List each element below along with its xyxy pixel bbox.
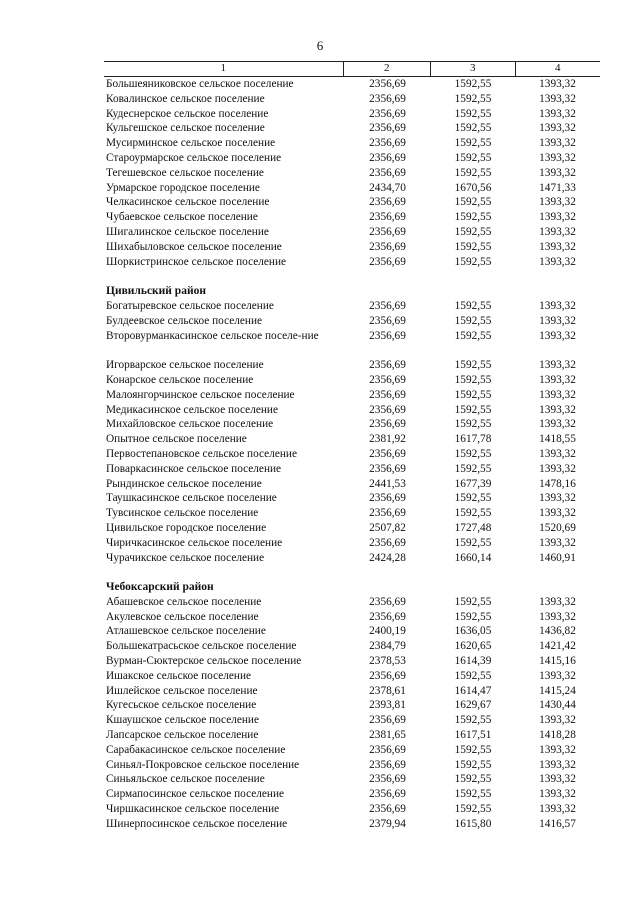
value-col-3: 1592,55 <box>454 78 492 90</box>
settlement-name: Чубаевское сельское поселение <box>106 211 258 224</box>
value-col-3: 1629,67 <box>454 699 492 712</box>
value-col-4: 1393,32 <box>539 151 576 164</box>
settlement-name: Шоркистринское сельское поселение <box>106 255 287 268</box>
value-col-3: 1592,55 <box>454 107 492 120</box>
table-row <box>104 624 600 639</box>
value-col-4: 1393,32 <box>539 447 576 460</box>
value-col-4: 1393,32 <box>539 137 576 150</box>
table-row <box>104 506 600 521</box>
value-col-4: 1393,32 <box>539 492 576 505</box>
value-col-3: 1615,80 <box>454 817 492 830</box>
value-col-2: 2424,28 <box>369 551 406 564</box>
value-col-2: 2356,69 <box>369 151 406 164</box>
table-row <box>104 151 600 166</box>
settlement-name: Первостепановское сельское поселение <box>106 447 297 460</box>
section-spacer <box>104 565 600 580</box>
value-col-2: 2356,69 <box>369 536 406 549</box>
settlement-name: Рындинское сельское поселение <box>106 477 262 490</box>
value-col-4: 1416,57 <box>539 817 576 830</box>
value-col-4: 1393,32 <box>539 418 576 431</box>
table-row <box>104 299 600 314</box>
settlement-name: Большеяниковское сельское поселение <box>106 78 294 90</box>
value-col-4: 1393,32 <box>539 403 576 416</box>
value-col-3: 1592,55 <box>454 255 492 268</box>
value-col-2: 2381,92 <box>369 433 406 446</box>
value-col-4: 1430,44 <box>539 699 576 712</box>
table-row <box>104 521 600 536</box>
value-col-4: 1478,16 <box>539 477 576 490</box>
value-col-4: 1393,32 <box>539 714 576 727</box>
value-col-2: 2356,69 <box>369 329 406 342</box>
value-col-3: 1670,56 <box>454 181 492 194</box>
value-col-3: 1660,14 <box>454 551 492 564</box>
settlement-name: Абашевское сельское поселение <box>106 595 262 608</box>
table-row <box>104 713 600 728</box>
settlement-name: Малоянгорчинское сельское поселение <box>106 388 295 401</box>
table-row <box>104 136 600 151</box>
table-row <box>104 743 600 758</box>
value-col-2: 2356,69 <box>369 714 406 727</box>
value-col-4: 1393,32 <box>539 78 576 90</box>
value-col-2: 2356,69 <box>369 743 406 756</box>
table-row <box>104 107 600 122</box>
value-col-4: 1520,69 <box>539 521 576 534</box>
table-row <box>104 758 600 773</box>
value-col-3: 1592,55 <box>454 388 492 401</box>
value-col-4: 1393,32 <box>539 329 576 342</box>
value-col-4: 1393,32 <box>539 788 576 801</box>
value-col-4: 1460,91 <box>539 551 576 564</box>
value-col-2: 2356,69 <box>369 107 406 120</box>
value-col-4: 1393,32 <box>539 536 576 549</box>
table-row <box>104 314 600 329</box>
settlement-name: Шинерпосинское сельское поселение <box>106 817 288 830</box>
value-col-2: 2507,82 <box>369 521 406 534</box>
table-row <box>104 432 600 447</box>
value-col-4: 1393,32 <box>539 610 576 623</box>
value-col-4: 1393,32 <box>539 122 576 135</box>
value-col-4: 1436,82 <box>539 625 576 638</box>
settlement-name: Чиричкасинское сельское поселение <box>106 536 283 549</box>
value-col-2: 2356,69 <box>369 669 406 682</box>
settlement-name: Сарабакасинское сельское поселение <box>106 743 286 756</box>
value-col-4: 1393,32 <box>539 255 576 268</box>
section-title: Чебоксарский район <box>106 581 214 594</box>
settlement-name: Урмарское городское поселение <box>106 181 260 194</box>
table-body <box>104 77 600 832</box>
value-col-4: 1393,32 <box>539 507 576 520</box>
settlement-name: Акулевское сельское поселение <box>106 610 259 623</box>
value-col-3: 1592,55 <box>454 418 492 431</box>
table-row <box>104 417 600 432</box>
value-col-4: 1393,32 <box>539 107 576 120</box>
value-col-2: 2393,81 <box>369 699 406 712</box>
settlement-name: Шихабыловское сельское поселение <box>106 240 282 253</box>
value-col-4: 1418,28 <box>539 729 576 742</box>
column-header-2: 2 <box>344 62 431 76</box>
value-col-2: 2356,69 <box>369 225 406 238</box>
value-col-2: 2384,79 <box>369 640 406 653</box>
settlement-name: Богатыревское сельское поселение <box>106 299 274 312</box>
value-col-4: 1415,24 <box>539 684 576 697</box>
value-col-2: 2356,69 <box>369 240 406 253</box>
table-header <box>104 61 600 77</box>
value-col-4: 1393,32 <box>539 359 576 372</box>
value-col-4: 1393,32 <box>539 669 576 682</box>
settlement-name: Конарское сельское поселение <box>106 373 254 386</box>
table-row <box>104 536 600 551</box>
settlement-name: Атлашевское сельское поселение <box>106 625 266 638</box>
table-row <box>104 610 600 625</box>
table-row <box>104 181 600 196</box>
table-row <box>104 802 600 817</box>
settlement-name: Староурмарское сельское поселение <box>106 151 282 164</box>
value-col-4: 1393,32 <box>539 595 576 608</box>
value-col-3: 1592,55 <box>454 403 492 416</box>
value-col-4: 1393,32 <box>539 92 576 105</box>
value-col-2: 2400,19 <box>369 625 406 638</box>
value-col-2: 2356,69 <box>369 196 406 209</box>
settlement-name: Ишлейское сельское поселение <box>106 684 258 697</box>
value-col-3: 1592,55 <box>454 447 492 460</box>
value-col-3: 1592,55 <box>454 225 492 238</box>
value-col-2: 2356,69 <box>369 788 406 801</box>
value-col-3: 1592,55 <box>454 743 492 756</box>
value-col-4: 1393,32 <box>539 462 576 475</box>
value-col-3: 1592,55 <box>454 507 492 520</box>
value-col-2: 2441,53 <box>369 477 406 490</box>
table-row <box>104 491 600 506</box>
table-row <box>104 77 600 92</box>
value-col-4: 1393,32 <box>539 166 576 179</box>
value-col-2: 2356,69 <box>369 388 406 401</box>
table-row <box>104 551 600 566</box>
value-col-4: 1393,32 <box>539 211 576 224</box>
settlement-name: Челкасинское сельское поселение <box>106 196 270 209</box>
section-spacer <box>104 269 600 284</box>
value-col-3: 1617,51 <box>454 729 492 742</box>
value-col-4: 1393,32 <box>539 225 576 238</box>
settlement-name: Медикасинское сельское поселение <box>106 403 278 416</box>
table-row <box>104 684 600 699</box>
value-col-2: 2356,69 <box>369 255 406 268</box>
value-col-3: 1592,55 <box>454 714 492 727</box>
value-col-2: 2356,69 <box>369 773 406 786</box>
value-col-2: 2356,69 <box>369 462 406 475</box>
table-row <box>104 447 600 462</box>
value-col-2: 2356,69 <box>369 92 406 105</box>
settlement-name: Чурачикское сельское поселение <box>106 551 265 564</box>
settlement-name: Сирмапосинское сельское поселение <box>106 788 285 801</box>
value-col-2: 2378,61 <box>369 684 406 697</box>
value-col-3: 1592,55 <box>454 373 492 386</box>
value-col-3: 1592,55 <box>454 122 492 135</box>
value-col-2: 2356,69 <box>369 403 406 416</box>
tariff-table <box>104 61 600 832</box>
value-col-3: 1592,55 <box>454 595 492 608</box>
table-row <box>104 817 600 832</box>
settlement-name: Кугесьское сельское поселение <box>106 699 257 712</box>
value-col-2: 2356,69 <box>369 418 406 431</box>
value-col-2: 2356,69 <box>369 447 406 460</box>
value-col-4: 1421,42 <box>539 640 576 653</box>
settlement-name: Булдеевское сельское поселение <box>106 314 262 327</box>
value-col-4: 1393,32 <box>539 388 576 401</box>
settlement-name: Михайловское сельское поселение <box>106 418 274 431</box>
settlement-name: Опытное сельское поселение <box>106 433 247 446</box>
value-col-4: 1393,32 <box>539 314 576 327</box>
table-row <box>104 210 600 225</box>
settlement-name: Ишакское сельское поселение <box>106 669 252 682</box>
settlement-name: Кудеснерское сельское поселение <box>106 107 269 120</box>
value-col-4: 1393,32 <box>539 299 576 312</box>
value-col-4: 1393,32 <box>539 758 576 771</box>
value-col-2: 2356,69 <box>369 211 406 224</box>
settlement-name: Тегешевское сельское поселение <box>106 166 264 179</box>
table-row <box>104 329 600 359</box>
value-col-3: 1592,55 <box>454 773 492 786</box>
value-col-3: 1592,55 <box>454 166 492 179</box>
table-row <box>104 728 600 743</box>
page-number: 6 <box>316 38 324 53</box>
table-row <box>104 595 600 610</box>
table-row <box>104 639 600 654</box>
value-col-3: 1617,78 <box>454 433 492 446</box>
value-col-3: 1592,55 <box>454 137 492 150</box>
value-col-3: 1636,05 <box>454 625 492 638</box>
value-col-3: 1614,47 <box>454 684 492 697</box>
settlement-name: Таушкасинское сельское поселение <box>106 492 277 505</box>
table-row <box>104 121 600 136</box>
value-col-3: 1677,39 <box>454 477 492 490</box>
value-col-4: 1471,33 <box>539 181 576 194</box>
value-col-2: 2356,69 <box>369 166 406 179</box>
value-col-3: 1592,55 <box>454 329 492 342</box>
value-col-4: 1393,32 <box>539 373 576 386</box>
settlement-name: Игорварское сельское поселение <box>106 359 264 372</box>
value-col-2: 2356,69 <box>369 299 406 312</box>
table-row <box>104 166 600 181</box>
value-col-3: 1592,55 <box>454 669 492 682</box>
table-row <box>104 92 600 107</box>
value-col-2: 2356,69 <box>369 359 406 372</box>
value-col-4: 1418,55 <box>539 433 576 446</box>
table-row <box>104 772 600 787</box>
value-col-3: 1592,55 <box>454 492 492 505</box>
settlement-name: Вурман-Сюктерское сельское поселение <box>106 655 302 668</box>
value-col-2: 2356,69 <box>369 373 406 386</box>
value-col-3: 1592,55 <box>454 788 492 801</box>
value-col-2: 2434,70 <box>369 181 406 194</box>
value-col-4: 1393,32 <box>539 803 576 816</box>
value-col-2: 2356,69 <box>369 803 406 816</box>
value-col-3: 1592,55 <box>454 92 492 105</box>
value-col-3: 1592,55 <box>454 151 492 164</box>
value-col-3: 1592,55 <box>454 462 492 475</box>
table-row <box>104 240 600 255</box>
value-col-4: 1393,32 <box>539 743 576 756</box>
settlement-name: Ковалинское сельское поселение <box>106 92 265 105</box>
value-col-2: 2356,69 <box>369 78 406 90</box>
value-col-2: 2356,69 <box>369 595 406 608</box>
column-header-3: 3 <box>431 62 515 76</box>
value-col-3: 1592,55 <box>454 359 492 372</box>
table-row <box>104 787 600 802</box>
value-col-3: 1592,55 <box>454 314 492 327</box>
table-row <box>104 225 600 240</box>
value-col-3: 1592,55 <box>454 196 492 209</box>
value-col-4: 1393,32 <box>539 196 576 209</box>
table-row <box>104 358 600 373</box>
section-title: Цивильский район <box>106 285 206 298</box>
value-col-2: 2356,69 <box>369 122 406 135</box>
table-row <box>104 195 600 210</box>
settlement-name: Большекатрасьское сельское поселение <box>106 640 297 653</box>
table-row <box>104 255 600 270</box>
value-col-4: 1393,32 <box>539 240 576 253</box>
table-row <box>104 462 600 477</box>
value-col-2: 2356,69 <box>369 314 406 327</box>
value-col-2: 2378,53 <box>369 655 406 668</box>
settlement-name: Синьял-Покровское сельское поселение <box>106 758 300 771</box>
value-col-3: 1592,55 <box>454 211 492 224</box>
value-col-3: 1592,55 <box>454 610 492 623</box>
settlement-name: Поваркасинское сельское поселение <box>106 462 282 475</box>
settlement-name: Второвурманкасинское сельское поселе-ние <box>106 329 319 342</box>
value-col-3: 1620,65 <box>454 640 492 653</box>
value-col-2: 2356,69 <box>369 610 406 623</box>
settlement-name: Мусирминское сельское поселение <box>106 137 276 150</box>
value-col-2: 2356,69 <box>369 758 406 771</box>
settlement-name: Лапсарское сельское поселение <box>106 729 259 742</box>
settlement-name: Чиршкасинское сельское поселение <box>106 803 280 816</box>
table-row <box>104 654 600 669</box>
value-col-2: 2356,69 <box>369 507 406 520</box>
value-col-3: 1592,55 <box>454 536 492 549</box>
value-col-3: 1592,55 <box>454 299 492 312</box>
value-col-3: 1614,39 <box>454 655 492 668</box>
settlement-name: Тувсинское сельское поселение <box>106 507 259 520</box>
value-col-2: 2356,69 <box>369 492 406 505</box>
table-row <box>104 477 600 492</box>
value-col-4: 1393,32 <box>539 773 576 786</box>
settlement-name: Синьяльское сельское поселение <box>106 773 265 786</box>
value-col-3: 1592,55 <box>454 758 492 771</box>
value-col-3: 1727,48 <box>454 521 492 534</box>
table-row <box>104 373 600 388</box>
value-col-2: 2381,65 <box>369 729 406 742</box>
column-header-1: 1 <box>104 62 344 76</box>
value-col-3: 1592,55 <box>454 803 492 816</box>
settlement-name: Шигалинское сельское поселение <box>106 225 269 238</box>
settlement-name: Кшаушское сельское поселение <box>106 714 259 727</box>
column-header-4: 4 <box>554 62 561 74</box>
table-row <box>104 403 600 418</box>
value-col-2: 2356,69 <box>369 137 406 150</box>
settlement-name: Кульгешское сельское поселение <box>106 122 265 135</box>
table-row <box>104 698 600 713</box>
value-col-2: 2379,94 <box>369 817 406 830</box>
table-row <box>104 669 600 684</box>
value-col-4: 1415,16 <box>539 655 576 668</box>
value-col-3: 1592,55 <box>454 240 492 253</box>
table-row <box>104 388 600 403</box>
settlement-name: Цивильское городское поселение <box>106 521 267 534</box>
